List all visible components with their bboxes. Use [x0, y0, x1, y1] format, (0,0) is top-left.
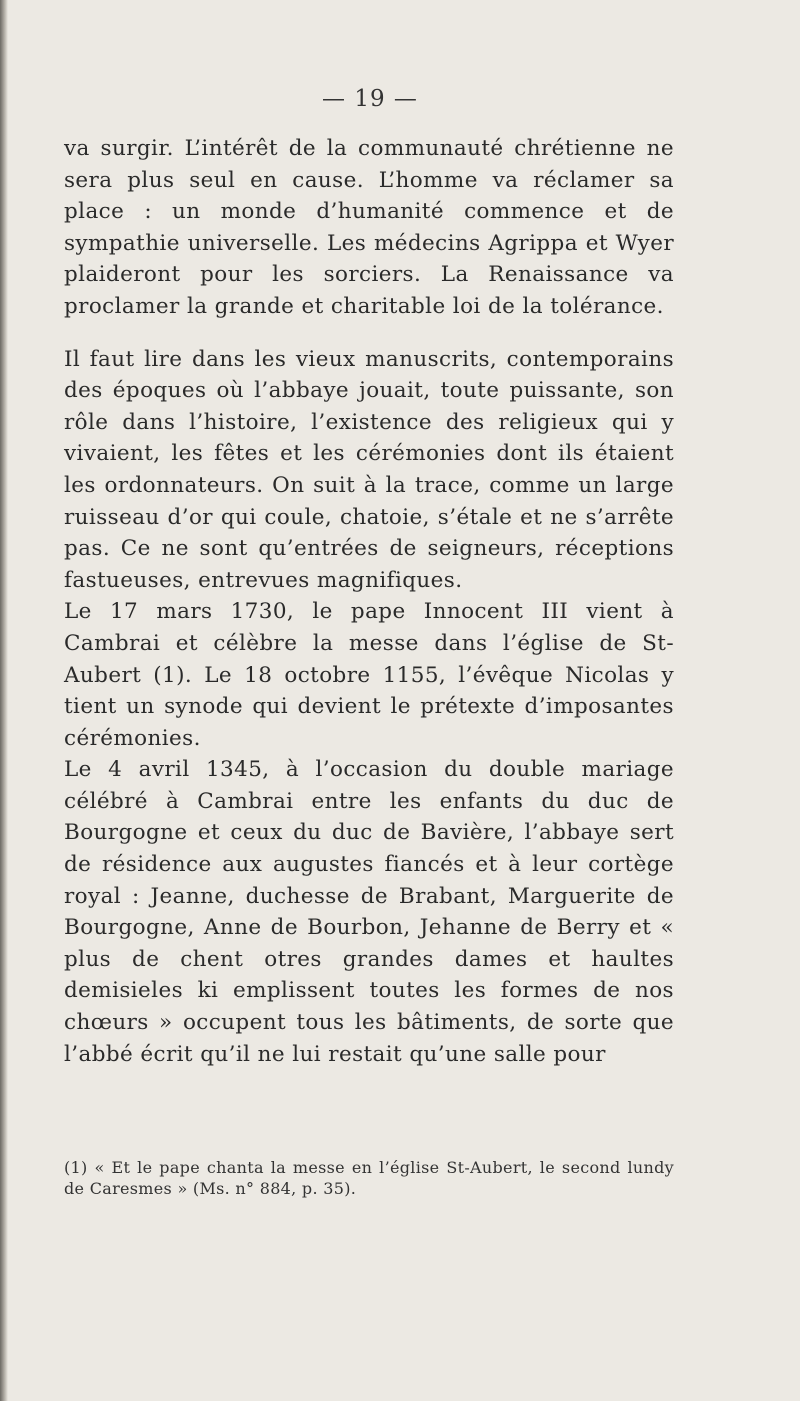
paragraph-4: Le 4 avril 1345, à l’occasion du double mariage célébré à Cambrai entre les enfants du duc de Bourgogne et ceux du duc de Bavière, l’abbaye sert de résidence aux augustes fiancés et à leur cortège royal : Jeanne, duchesse de Brabant, Marguerite de Bourgogne, Anne de Bourbon, Jehanne de Berry et « plus de chent otres grandes dames et haultes demisieles ki emplissent toutes les formes de nos chœurs » occupent tous les bâtiments, de sorte que l’abbé écrit qu’il ne lui restait qu’une salle pour: [64, 757, 674, 1067]
page-number: — 19 —: [322, 86, 418, 112]
paragraph-3: Le 17 mars 1730, le pape Innocent III vient à Cambrai et célèbre la messe dans l’église de St-Aubert (1). Le 18 octobre 1155, l’évêque Nicolas y tient un synode qui devient le prétexte d’imposantes cérémonies.: [64, 599, 674, 751]
paragraph-1: va surgir. L’intérêt de la communauté chrétienne ne sera plus seul en cause. L’homme va réclamer sa place : un monde d’humanité commence et de sympathie universelle. Les médecins Agrippa et Wyer plaideront pour les sorciers. La Renaissance va proclamer la grande et charitable loi de la tolérance.: [64, 136, 674, 319]
footnote: [64, 1157, 674, 1199]
body-text: [64, 133, 674, 1070]
paragraph-2: Il faut lire dans les vieux manuscrits, contemporains des époques où l’abbaye jouait, toute puissante, son rôle dans l’histoire, l’existence des religieux qui y vivaient, les fêtes et les cérémonies dont ils étaient les ordonnateurs. On suit à la trace, comme un large ruisseau d’or qui coule, chatoie, s’étale et ne s’arrête pas. Ce ne sont qu’entrées de seigneurs, réceptions fastueuses, entrevues magnifiques.: [64, 346, 674, 593]
page-binding-edge: [0, 0, 8, 1401]
footnote-text: (1) « Et le pape chanta la messe en l’église St-Aubert, le second lundy de Caresmes » (Ms. n° 884, p. 35).: [64, 1158, 674, 1198]
